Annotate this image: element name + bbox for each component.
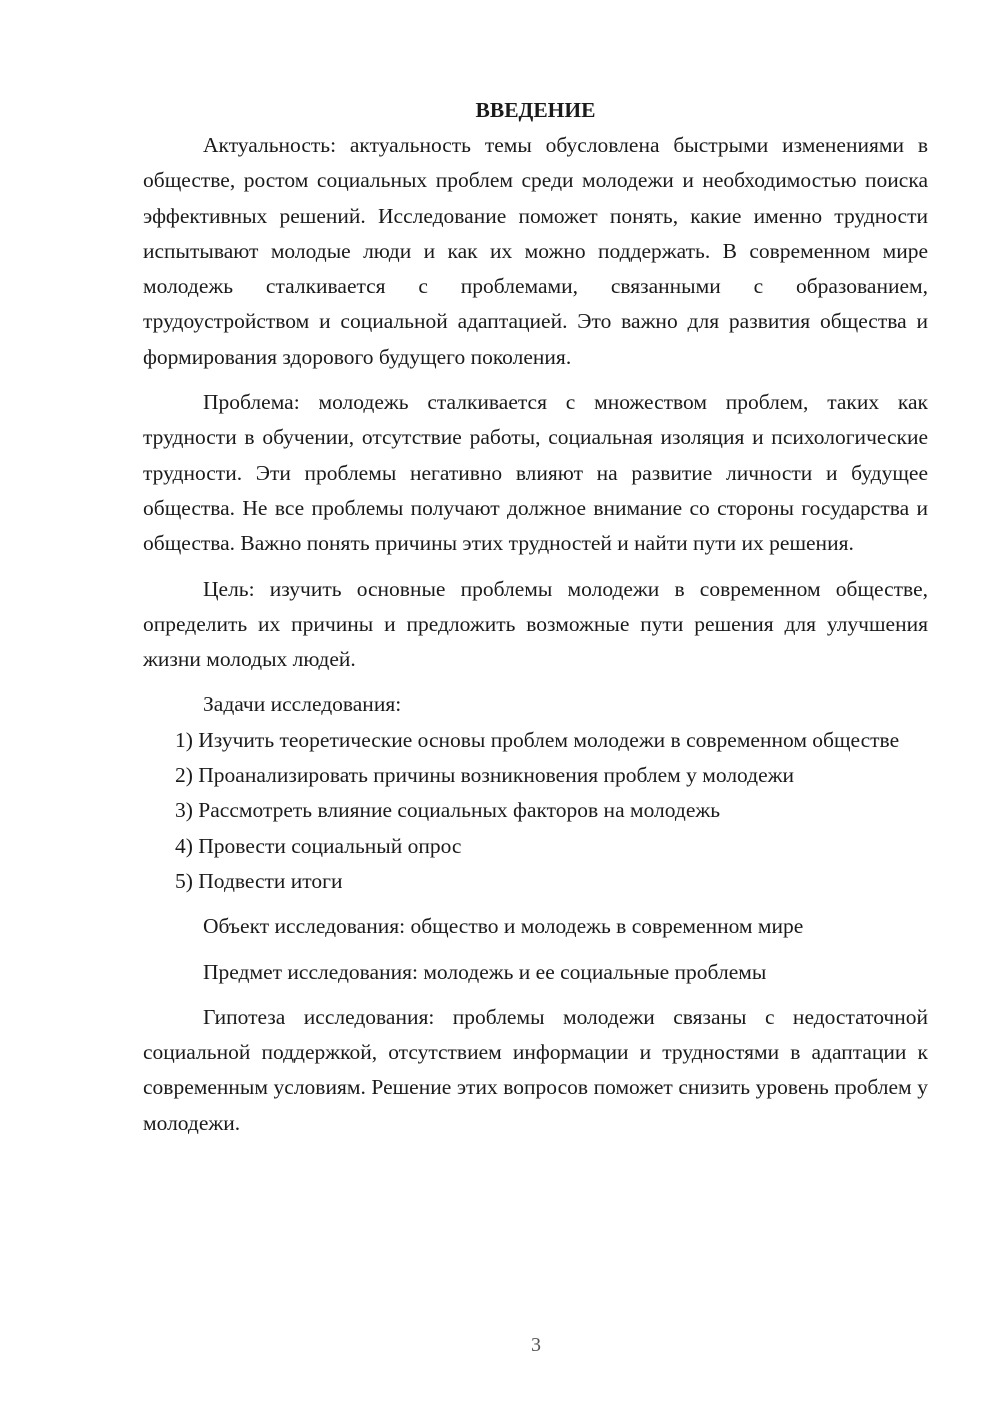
section-title: ВВЕДЕНИЕ — [475, 98, 596, 122]
task-item: 5) Подвести итоги — [175, 868, 343, 893]
page-number: 3 — [531, 1334, 541, 1356]
task-item: 1) Изучить теоретические основы проблем молодежи в современном обществе — [175, 727, 900, 752]
relevance-paragraph: Актуальность: актуальность темы обусловлена быстрыми изменениями в обществе, ростом социальных проблем среди молодежи и необходимостью поиска эффективных решений. Исследование поможет понять, какие именно трудности испытывают молодые люди и как их можно поддержать. В современном мире молодежь сталкивается с проблемами, связанными с образованием, трудоустройством и социальной адаптацией. Это важно для развития общества и формирования здорового будущего поколения. — [143, 133, 928, 369]
task-item: 4) Провести социальный опрос — [175, 833, 462, 858]
page-content — [143, 92, 928, 1141]
goal-paragraph: Цель: изучить основные проблемы молодежи в современном обществе, определить их причины и предложить возможные пути решения для улучшения жизни молодых людей. — [143, 576, 928, 672]
problem-paragraph: Проблема: молодежь сталкивается с множеством проблем, таких как трудности в обучении, отсутствие работы, социальная изоляция и психологические трудности. Эти проблемы негативно влияют на развитие личности и будущее общества. Не все проблемы получают должное внимание со стороны государства и общества. Важно понять причины этих трудностей и найти пути их решения. — [143, 390, 928, 556]
subject-paragraph: Предмет исследования: молодежь и ее социальные проблемы — [203, 959, 767, 984]
object-paragraph: Объект исследования: общество и молодежь в современном мире — [203, 914, 804, 939]
hypothesis-paragraph: Гипотеза исследования: проблемы молодежи связаны с недостаточной социальной поддержкой, отсутствием информации и трудностями в адаптации к современным условиям. Решение этих вопросов поможет снизить уровень проблем у молодежи. — [143, 1004, 928, 1135]
task-item: 2) Проанализировать причины возникновения проблем у молодежи — [175, 763, 795, 788]
task-item: 3) Рассмотреть влияние социальных факторов на молодежь — [175, 798, 721, 823]
tasks-heading: Задачи исследования: — [203, 692, 402, 717]
